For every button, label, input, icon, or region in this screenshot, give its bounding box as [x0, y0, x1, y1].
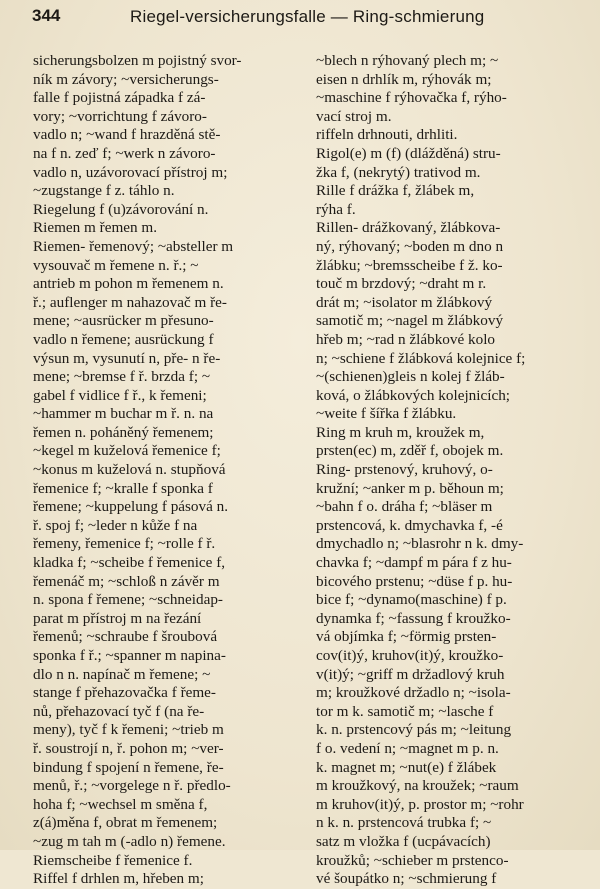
dictionary-line: vysouvač m řemene n. ř.; ~ [33, 256, 199, 274]
dictionary-line: ~kegel m kuželová řemenice f; [33, 442, 221, 460]
dictionary-line: ~maschine f rýhovačka f, rýho- [316, 89, 507, 107]
page-number: 344 [32, 6, 61, 25]
dictionary-line: řemenice f; ~kralle f sponka f [33, 479, 213, 497]
dictionary-line: parat m přístroj m na řezání [33, 609, 202, 627]
dictionary-line: drát m; ~isolator m žlábkový [316, 293, 493, 311]
dictionary-line: ř. soustrojí n, ř. pohon m; ~ver- [33, 739, 224, 757]
dictionary-line: ník m závory; ~versicherungs- [33, 70, 219, 88]
dictionary-line: ~(schienen)gleis n kolej f žláb- [316, 368, 505, 386]
dictionary-line: vadlo n, uzávorovací přístroj m; [33, 163, 228, 181]
dictionary-line: stange f přehazovačka f řeme- [33, 684, 216, 702]
dictionary-line: Ring- prstenový, kruhový, o- [316, 461, 493, 479]
dictionary-line: vá objímka f; ~förmig prsten- [316, 628, 497, 646]
dictionary-line: dynamka f; ~fassung f kroužko- [316, 609, 511, 627]
dictionary-line: f o. vedení n; ~magnet m p. n. [316, 739, 499, 757]
dictionary-line: Rille f drážka f, žlábek m, [316, 182, 475, 200]
dictionary-line: ~zug m tah m (-adlo n) řemene. [33, 832, 226, 850]
dictionary-line: Riffel f drhlen m, hřeben m; [33, 870, 204, 888]
dictionary-line: vadlo n řemene; ausrückung f [33, 330, 214, 348]
dictionary-line: dmychadlo n; ~blasrohr n k. dmy- [316, 535, 524, 553]
dictionary-line: vory; ~vorrichtung f závoro- [33, 107, 207, 125]
dictionary-line: Riemscheibe f řemenice f. [33, 851, 193, 869]
dictionary-line: Riegelung f (u)závorování n. [33, 200, 209, 218]
dictionary-line: řemenáč m; ~schloß n závěr m [33, 572, 220, 590]
dictionary-line: sponka f ř.; ~spanner m napina- [33, 647, 226, 664]
dictionary-line: k. n. prstencový pás m; ~leitung [316, 721, 512, 739]
dictionary-line: satz m vložka f (ucpávacích) [316, 832, 491, 850]
dictionary-line: ř. spoj f; ~leder n kůže f na [33, 516, 198, 534]
dictionary-line: kladka f; ~scheibe f řemenice f, [33, 554, 226, 572]
dictionary-line: z(á)měna f, obrat m řemenem; [33, 814, 218, 832]
dictionary-line: touč m brzdový; ~draht m r. [316, 275, 487, 293]
dictionary-line: dlo n n. napínač m řemene; ~ [33, 665, 211, 683]
dictionary-line: samotič m; ~nagel m žlábkový [316, 312, 504, 330]
dictionary-line: falle f pojistná západka f zá- [33, 89, 206, 107]
dictionary-line: vé šoupátko n; ~schmierung f [316, 870, 497, 888]
dictionary-line: ~weite f šířka f žlábku. [316, 405, 457, 423]
dictionary-line: kroužků; ~schieber m prstenco- [316, 851, 509, 869]
dictionary-line: chavka f; ~dampf m pára f z hu- [316, 554, 512, 572]
dictionary-line: prstencová, k. dmychavka f, -é [316, 516, 503, 534]
dictionary-line: meny), tyč f k řemeni; ~trieb m [33, 721, 224, 739]
dictionary-line: tor m k. samotič m; ~lasche f [316, 702, 494, 720]
dictionary-line: menů, ř.; ~vorgelege n ř. předlo- [33, 777, 231, 795]
dictionary-line: riffeln drhnouti, drhliti. [316, 126, 458, 144]
dictionary-line: hřeb m; ~rad n žlábkové kolo [316, 330, 496, 348]
dictionary-line: řemene; ~kuppelung f pásová n. [33, 498, 229, 516]
dictionary-line: m; kroužkové držadlo n; ~isola- [316, 684, 511, 702]
dictionary-line: mene; ~ausrücker m přesuno- [33, 312, 214, 330]
dictionary-line: ~konus m kuželová n. stupňová [33, 461, 226, 479]
dictionary-line: žka f, (nekrytý) trativod m. [316, 163, 481, 181]
right-column [316, 52, 584, 889]
dictionary-line: vadlo n; ~wand f hrazděná stě- [33, 126, 221, 144]
dictionary-line: v(it)ý; ~griff m držadlový kruh [316, 665, 505, 683]
dictionary-line: výsun m, vysunutí n, pře- n ře- [33, 349, 221, 367]
dictionary-line: antrieb m pohon m řemenem n. [33, 275, 224, 293]
dictionary-line: nů, přehazovací tyč f (na ře- [33, 702, 205, 720]
dictionary-line: n. spona f řemene; ~schneidap- [33, 591, 223, 609]
dictionary-line: ř.; auflenger m nahazovač m ře- [33, 293, 227, 311]
dictionary-line: žlábku; ~bremsscheibe f ž. ko- [316, 256, 503, 274]
dictionary-line: ~blech n rýhovaný plech m; ~ [316, 52, 499, 69]
dictionary-line: Ring m kruh m, kroužek m, [316, 423, 485, 441]
dictionary-line: ~hammer m buchar m ř. n. na [33, 405, 214, 423]
dictionary-line: bice f; ~dynamo(maschine) f p. [316, 591, 507, 609]
dictionary-line: n; ~schiene f žlábková kolejnice f; [316, 349, 526, 367]
dictionary-line: m kruhov(it)ý, p. prostor m; ~rohr [316, 795, 524, 813]
dictionary-line: ~bahn f o. dráha f; ~bläser m [316, 498, 493, 516]
dictionary-line: na f n. zeď f; ~werk n závoro- [33, 144, 216, 162]
dictionary-line: n k. n. prstencová trubka f; ~ [316, 814, 492, 832]
dictionary-line: řemenů; ~schraube f šroubová [33, 628, 218, 646]
dictionary-line: ný, rýhovaný; ~boden m dno n [316, 237, 504, 255]
dictionary-line: cov(it)ý, kruhov(it)ý, kroužko- [316, 647, 504, 664]
page-header [32, 4, 570, 30]
dictionary-line: sicherungsbolzen m pojistný svor- [33, 52, 242, 69]
dictionary-line: řemen n. poháněný řemenem; [33, 423, 214, 441]
dictionary-line: rýha f. [316, 200, 356, 218]
running-title: Riegel-versicherungsfalle — Ring-schmierung [130, 7, 485, 26]
dictionary-line: k. magnet m; ~nut(e) f žlábek [316, 758, 497, 776]
dictionary-line: kružní; ~anker m p. běhoun m; [316, 479, 504, 497]
dictionary-line: Riemen m řemen m. [33, 219, 157, 237]
dictionary-line: Riemen- řemenový; ~absteller m [33, 237, 234, 255]
dictionary-line: m kroužkový, na kroužek; ~raum [316, 777, 519, 795]
dictionary-line: Rigol(e) m (f) (dlážděná) stru- [316, 144, 501, 162]
dictionary-line: ková, o žlábkových kolejnicích; [316, 386, 511, 404]
left-column [33, 52, 297, 889]
dictionary-line: gabel f vidlice f ř., k řemeni; [33, 386, 207, 404]
dictionary-line: ~zugstange f z. táhlo n. [33, 182, 175, 200]
dictionary-line: hoha f; ~wechsel m směna f, [33, 795, 208, 813]
dictionary-line: bindung f spojení n řemene, ře- [33, 758, 224, 776]
dictionary-line: Rillen- drážkovaný, žlábkova- [316, 219, 501, 237]
dictionary-line: eisen n drhlík m, rýhovák m; [316, 70, 492, 88]
dictionary-line: bicového prstenu; ~düse f p. hu- [316, 572, 513, 590]
dictionary-line: mene; ~bremse f ř. brzda f; ~ [33, 368, 211, 386]
dictionary-line: prsten(ec) m, zděř f, obojek m. [316, 442, 504, 460]
dictionary-line: vací stroj m. [316, 107, 392, 125]
dictionary-line: řemeny, řemenice f; ~rolle f ř. [33, 535, 216, 553]
